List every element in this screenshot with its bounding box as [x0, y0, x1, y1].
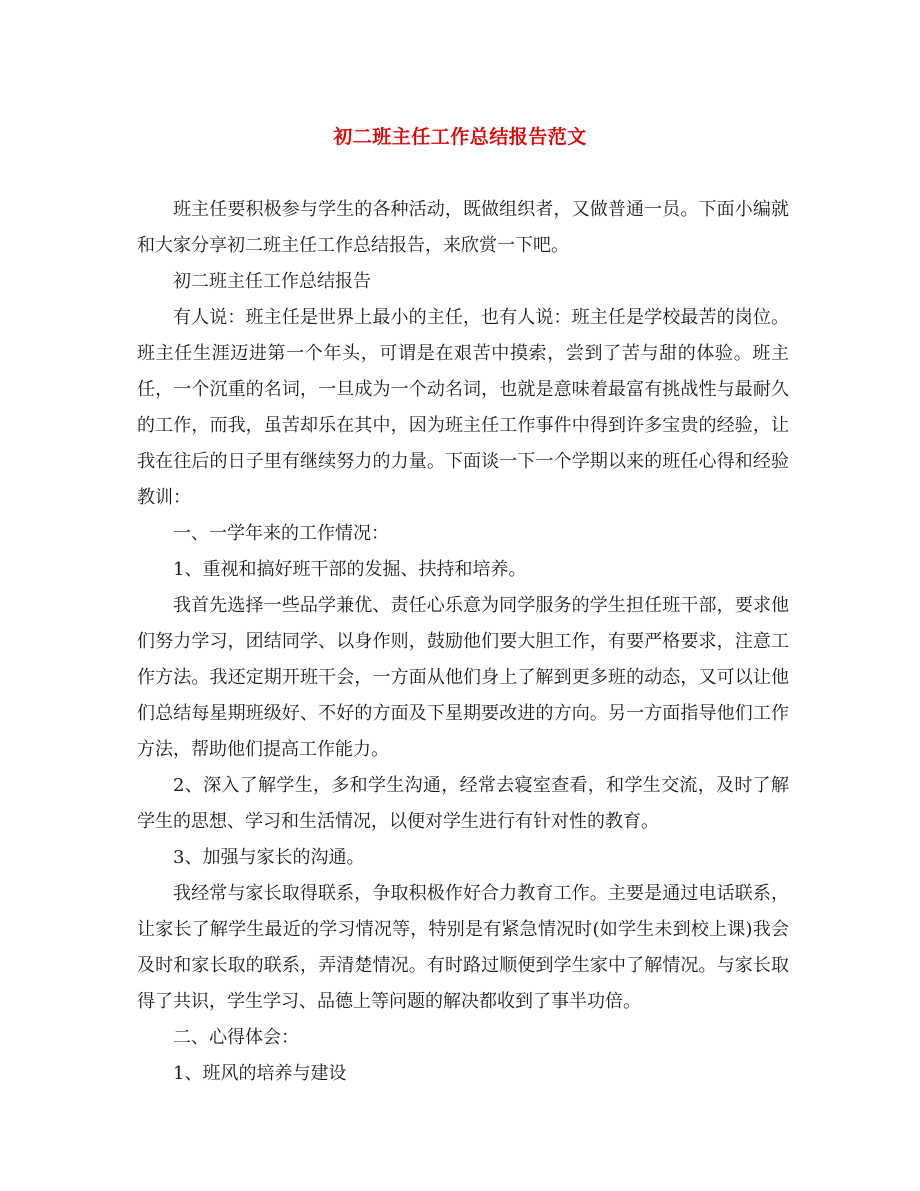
paragraph-subtitle: 初二班主任工作总结报告: [173, 271, 371, 292]
item-heading-2-1: 1、班风的培养与建设: [173, 1063, 347, 1084]
paragraph-intro: 班主任要积极参与学生的各种活动，既做组织者，又做普通一员。下面小编就和大家分享初二班主任工作总结报告，来欣赏一下吧。: [137, 199, 789, 256]
section-heading-1: 一、一学年来的工作情况：: [173, 523, 389, 544]
item-heading-1-2: 2、深入了解学生，多和学生沟通，经常去寝室查看，和学生交流，及时了解学生的思想、学习和生活情况，以便对学生进行有针对性的教育。: [137, 775, 789, 832]
item-heading-1-3: 3、加强与家长的沟通。: [173, 847, 365, 868]
paragraph-class-cadres: 我首先选择一些品学兼优、责任心乐意为同学服务的学生担任班干部，要求他们努力学习，团结同学、以身作则，鼓励他们要大胆工作，有要严格要求，注意工作方法。我还定期开班干会，一方面从他们身上了解到更多班的动态，又可以让他们总结每星期班级好、不好的方面及下星期要改进的方向。另一方面指导他们工作方法，帮助他们提高工作能力。: [137, 595, 789, 760]
document-body: [137, 192, 789, 1092]
paragraph-parents: 我经常与家长取得联系，争取积极作好合力教育工作。主要是通过电话联系，让家长了解学生最近的学习情况等，特别是有紧急情况时(如学生未到校上课)我会及时和家长取的联系，弄清楚情况。有时路过顺便到学生家中了解情况。与家长取得了共识，学生学习、品德上等问题的解决都收到了事半功倍。: [137, 883, 789, 1012]
item-heading-1-1: 1、重视和搞好班干部的发掘、扶持和培养。: [173, 559, 527, 580]
document-title: 初二班主任工作总结报告范文: [333, 126, 587, 148]
section-heading-2: 二、心得体会：: [173, 1027, 299, 1048]
paragraph-opening: 有人说：班主任是世界上最小的主任，也有人说：班主任是学校最苦的岗位。班主任生涯迈进第一个年头，可谓是在艰苦中摸索，尝到了苦与甜的体验。班主任，一个沉重的名词，一旦成为一个动名词，也就是意味着最富有挑战性与最耐久的工作，而我，虽苦却乐在其中，因为班主任工作事件中得到许多宝贵的经验，让我在往后的日子里有继续努力的力量。下面谈一下一个学期以来的班任心得和经验教训：: [137, 307, 789, 508]
